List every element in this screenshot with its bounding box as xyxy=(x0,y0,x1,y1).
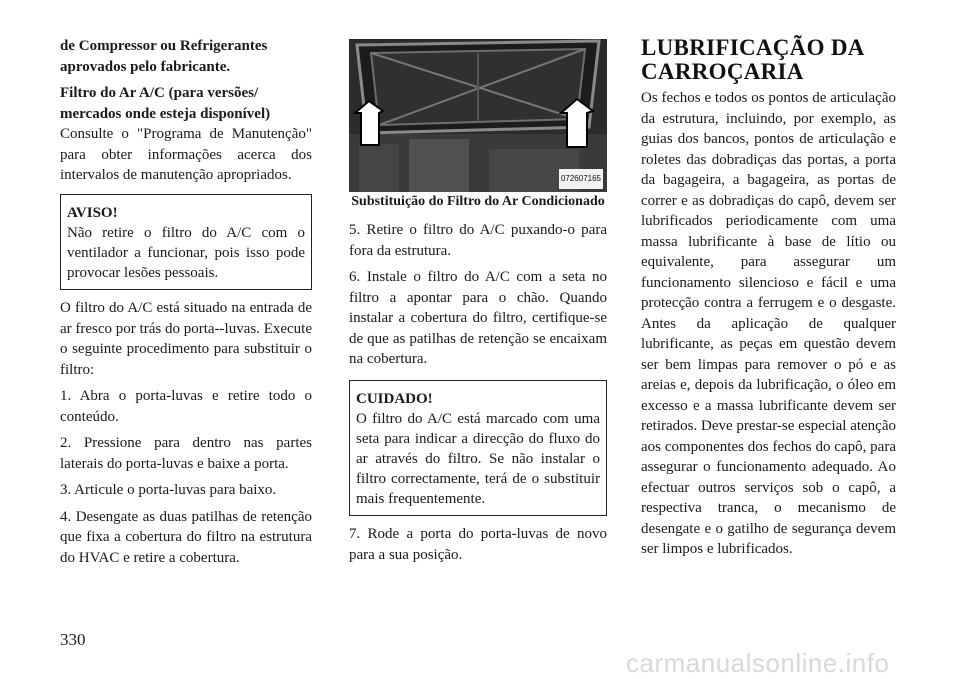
paragraph-refrigerants: de Compressor ou Refrigerantes aprovados pelo fabricante. xyxy=(60,38,268,75)
paragraph-maintenance: Consulte o "Programa de Manutenção" para obter informações acerca dos intervalos de manutenção apropriados. xyxy=(60,126,312,183)
step-5: 5. Retire o filtro do A/C puxando-o para fora da estrutura. xyxy=(349,222,607,259)
figure-caption: Substituição do Filtro do Ar Condicionado xyxy=(351,194,605,209)
ac-filter-photo xyxy=(349,39,607,192)
step-7: 7. Rode a porta do porta-luvas de novo para a sua posição. xyxy=(349,526,607,563)
image-code: 072607165 xyxy=(559,169,603,190)
caution-title: CUIDADO! xyxy=(356,390,433,407)
column-middle xyxy=(349,36,607,571)
caution-box xyxy=(349,380,607,517)
step-3: 3. Articule o porta-luvas para baixo. xyxy=(60,482,277,498)
step-2: 2. Pressione para dentro nas partes laterais do porta-luvas e baixe a porta. xyxy=(60,435,312,472)
step-6: 6. Instale o filtro do A/C com a seta no filtro a apontar para o chão. Quando instalar a cobertura do filtro, certifique-se de que as patilhas de retenção se encaixam na cobertura. xyxy=(349,269,607,367)
paragraph-lubrication: Os fechos e todos os pontos de articulação da estrutura, incluindo, por exemplo, as guias dos bancos, pontos de articulação e roletes das dobradiças das portas, a porta da bagageira, a bagageira, as portas de correr e as dobradiças do capô, devem ser lubrificados periodicamente com uma massa lubrificante à base de lítio ou equivalente, para assegurar um funcionamento silencioso e fácil e uma protecção contra a ferrugem e o desgaste. Antes da aplicação de qualquer lubrificante, as peças em questão devem ser bem limpas para remover o pó e as areias e, depois da lubrificação, o óleo em excesso e a massa lubrificante devem ser retirados. Deve prestar-se especial atenção aos componentes dos fechos do capô, para assegurar o funcionamento adequado. Ao efectuar outros serviços sob o capô, a respectiva tranca, o mecanismo de desengate e o gatilho de segurança devem ser limpos e lubrificados. xyxy=(641,90,896,557)
watermark: carmanualsonline.info xyxy=(626,648,890,678)
column-right xyxy=(641,36,896,566)
page-number: 330 xyxy=(60,630,86,649)
paragraph-filter-location: O filtro do A/C está situado na entrada de ar fresco por trás do porta--luvas. Execute o seguinte procedimento para substituir o filtro: xyxy=(60,300,312,378)
warning-title: AVISO! xyxy=(67,204,118,221)
section-heading-lubrication: LUBRIFICAÇÃO DA CARROÇARIA xyxy=(641,35,864,84)
column-left xyxy=(60,36,312,574)
warning-text: Não retire o filtro do A/C com o ventilador a funcionar, pois isso pode provocar lesões pessoais. xyxy=(67,225,305,281)
section-heading-ac-filter: Filtro do Ar A/C (para versões/ mercados onde esteja disponível) xyxy=(60,85,271,122)
warning-box xyxy=(60,194,312,291)
caution-text: O filtro do A/C está marcado com uma seta para indicar a direcção do fluxo do ar através do filtro. Se não instalar o filtro correctamente, terá de o substituir mais frequentemente. xyxy=(356,411,600,507)
step-1: 1. Abra o porta-luvas e retire todo o conteúdo. xyxy=(60,388,312,425)
step-4: 4. Desengate as duas patilhas de retenção que fixa a cobertura do filtro na estrutura do HVAC e retire a cobertura. xyxy=(60,508,312,566)
